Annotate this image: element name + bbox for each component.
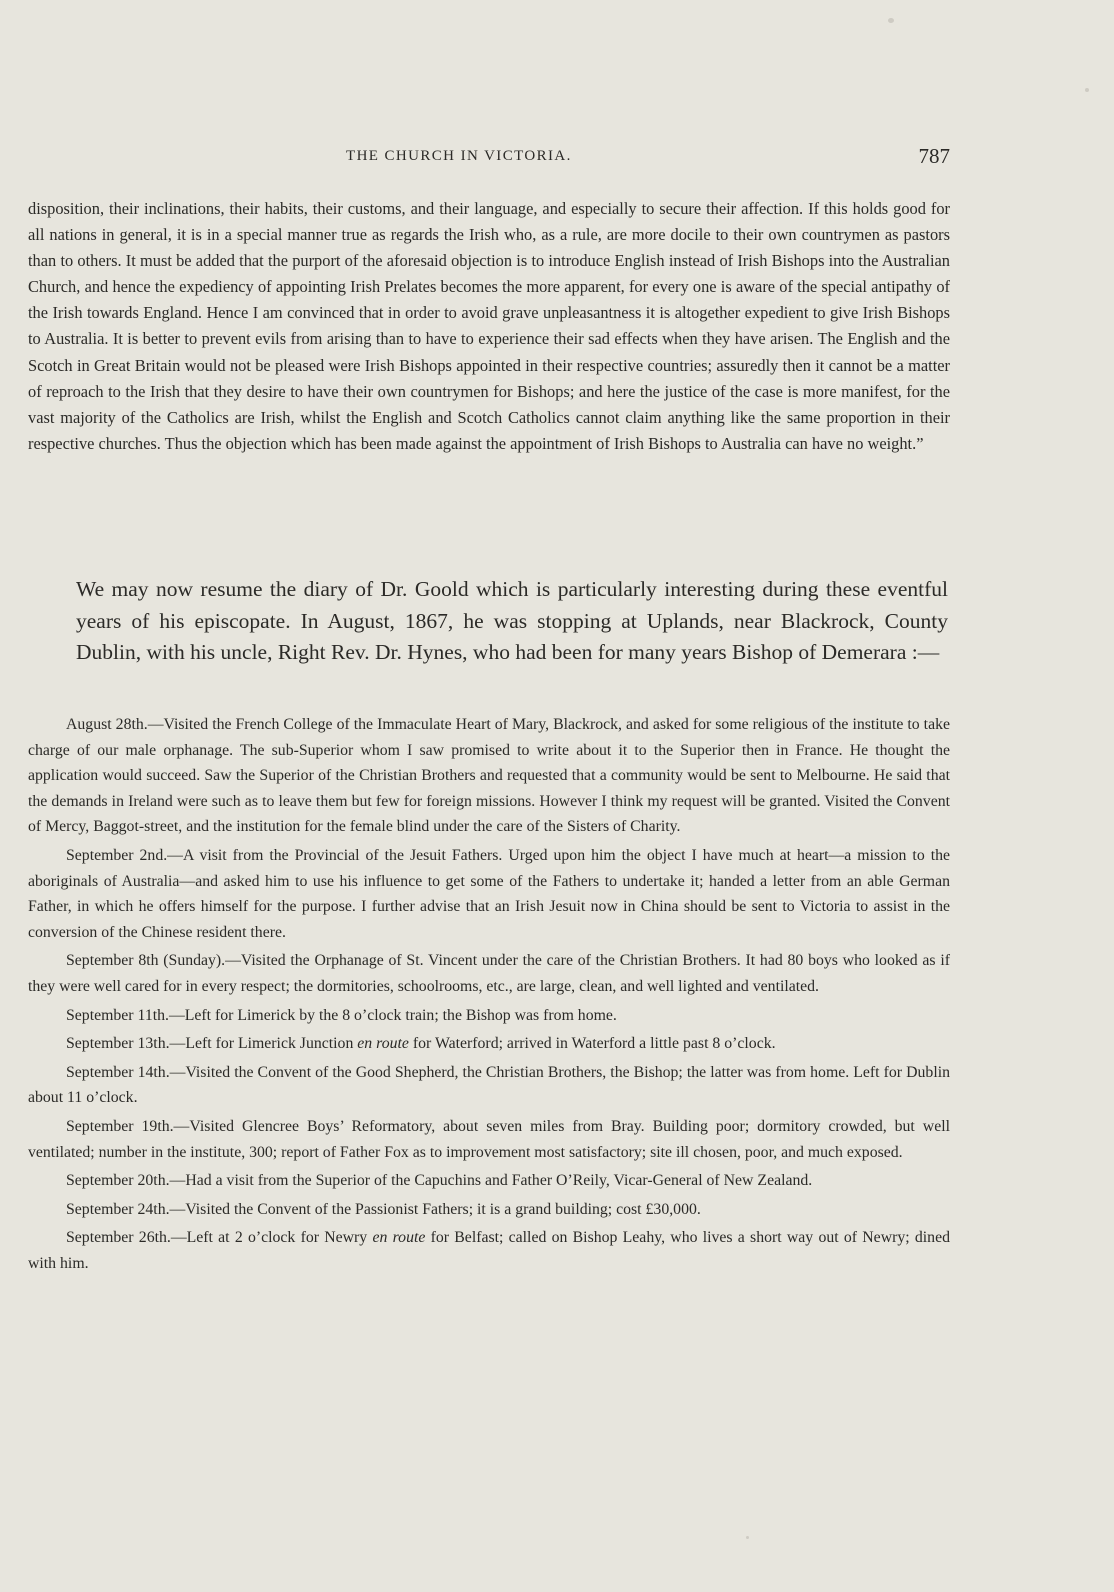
quoted-letter-paragraph: disposition, their inclinations, their habits, their customs, and their language, and especially to secure their affection. If this holds good for all nations in general, it is in a special manner true as regards the Irish who, as a rule, are more docile to their own countrymen as pastors than to others. It must be added that the purport of the aforesaid objection is to introduce English instead of Irish Bishops into the Australian Church, and hence the expediency of appointing Irish Prelates becomes the more apparent, for every one is aware of the special antipathy of the Irish towards England. Hence I am convinced that in order to avoid grave unpleasantness it is altogether expedient to give Irish Bishops to Australia. It is better to prevent evils from arising than to have to experience their sad effects when they have arisen. The English and the Scotch in Great Britain would not be pleased were Irish Bishops appointed in their respective countries; assuredly then it cannot be a matter of reproach to the Irish that they desire to have their own countrymen for Bishops; and here the justice of the case is more manifest, for the vast majority of the Catholics are Irish, whilst the English and Scotch Catholics cannot claim anything like the same proportion in their respective churches. Thus the objection which has been made against the appointment of Irish Bishops to Australia can have no weight.” <box>28 199 950 453</box>
diary-entry: September 8th (Sunday).—Visited the Orphanage of St. Vincent under the care of the Christian Brothers. It had 80 boys who looked as if they were well cared for in every respect; the dormitories, schoolrooms, etc., are large, clean, and well lighted and ventilated. <box>28 952 950 995</box>
diary-entry: September 24th.—Visited the Convent of the Passionist Fathers; it is a grand building; cost £30,000. <box>66 1200 701 1218</box>
narrative-paragraph: We may now resume the diary of Dr. Goold which is particularly interesting during these eventful years of his episcopate. In August, 1867, he was stopping at Uplands, near Blackrock, County Dublin, with his uncle, Right Rev. Dr. Hynes, who had been for many years Bishop of Demerara :— <box>76 577 948 665</box>
diary-entry: September 14th.—Visited the Convent of the Good Shepherd, the Christian Brothers, the Bishop; the latter was from home. Left for Dublin about 11 o’clock. <box>28 1063 950 1107</box>
diary-entry: August 28th.—Visited the French College of the Immaculate Heart of Mary, Blackrock, and asked for some religious of the institute to take charge of our male orphanage. The sub-Superior whom I saw promised to write about it to the Superior then in France. He thought the application would succeed. Saw the Superior of the Christian Brothers and requested that a community would be sent to Melbourne. He said that the demands in Ireland were such as to leave them but few for foreign missions. However I think my request will be granted. Visited the Convent of Mercy, Baggot-street, and the institution for the female blind under the care of the Sisters of Charity. <box>28 716 950 836</box>
entry-text: September 13th.—Left for Limerick Junction <box>66 1035 358 1053</box>
paper-speck <box>1085 88 1089 92</box>
page-header <box>0 144 1114 174</box>
page-number: 787 <box>918 144 950 168</box>
entry-text: for Belfast; called on Bishop Leahy, who lives a short way out of Newry; dined with him. <box>28 1229 950 1272</box>
entry-text: September 26th.—Left at 2 o’clock for Newry <box>66 1229 373 1247</box>
diary-entry: September 20th.—Had a visit from the Superior of the Capuchins and Father O’Reily, Vicar-General of New Zealand. <box>66 1172 813 1190</box>
italic-phrase: en route <box>357 1035 409 1053</box>
paper-speck <box>888 18 894 23</box>
diary-entry: September 2nd.—A visit from the Provincial of the Jesuit Fathers. Urged upon him the object I have much at heart—a mission to the aboriginals of Australia—and asked him to use his influence to get some of the Fathers to undertake it; handed a letter from an able German Father, in which he offers himself for the purpose. I further advise that an Irish Jesuit now in China should be sent to Victoria to assist in the conversion of the Chinese resident there. <box>28 846 950 941</box>
entry-text: for Waterford; arrived in Waterford a little past 8 o’clock. <box>408 1035 776 1053</box>
diary-entry <box>28 1225 950 1276</box>
diary-entry: September 11th.—Left for Limerick by the 8 o’clock train; the Bishop was from home. <box>66 1006 617 1024</box>
paper-speck <box>746 1536 749 1539</box>
diary-entries <box>28 712 950 1279</box>
diary-entry <box>28 1031 950 1057</box>
diary-entry: September 19th.—Visited Glencree Boys’ Reformatory, about seven miles from Bray. Building poor; dormitory crowded, but well ventilated; number in the institute, 300; report of Father Fox as to improvement most satisfactory; site ill chosen, poor, and much exposed. <box>28 1117 950 1161</box>
italic-phrase: en route <box>372 1229 426 1247</box>
running-title: THE CHURCH IN VICTORIA. <box>346 148 572 164</box>
